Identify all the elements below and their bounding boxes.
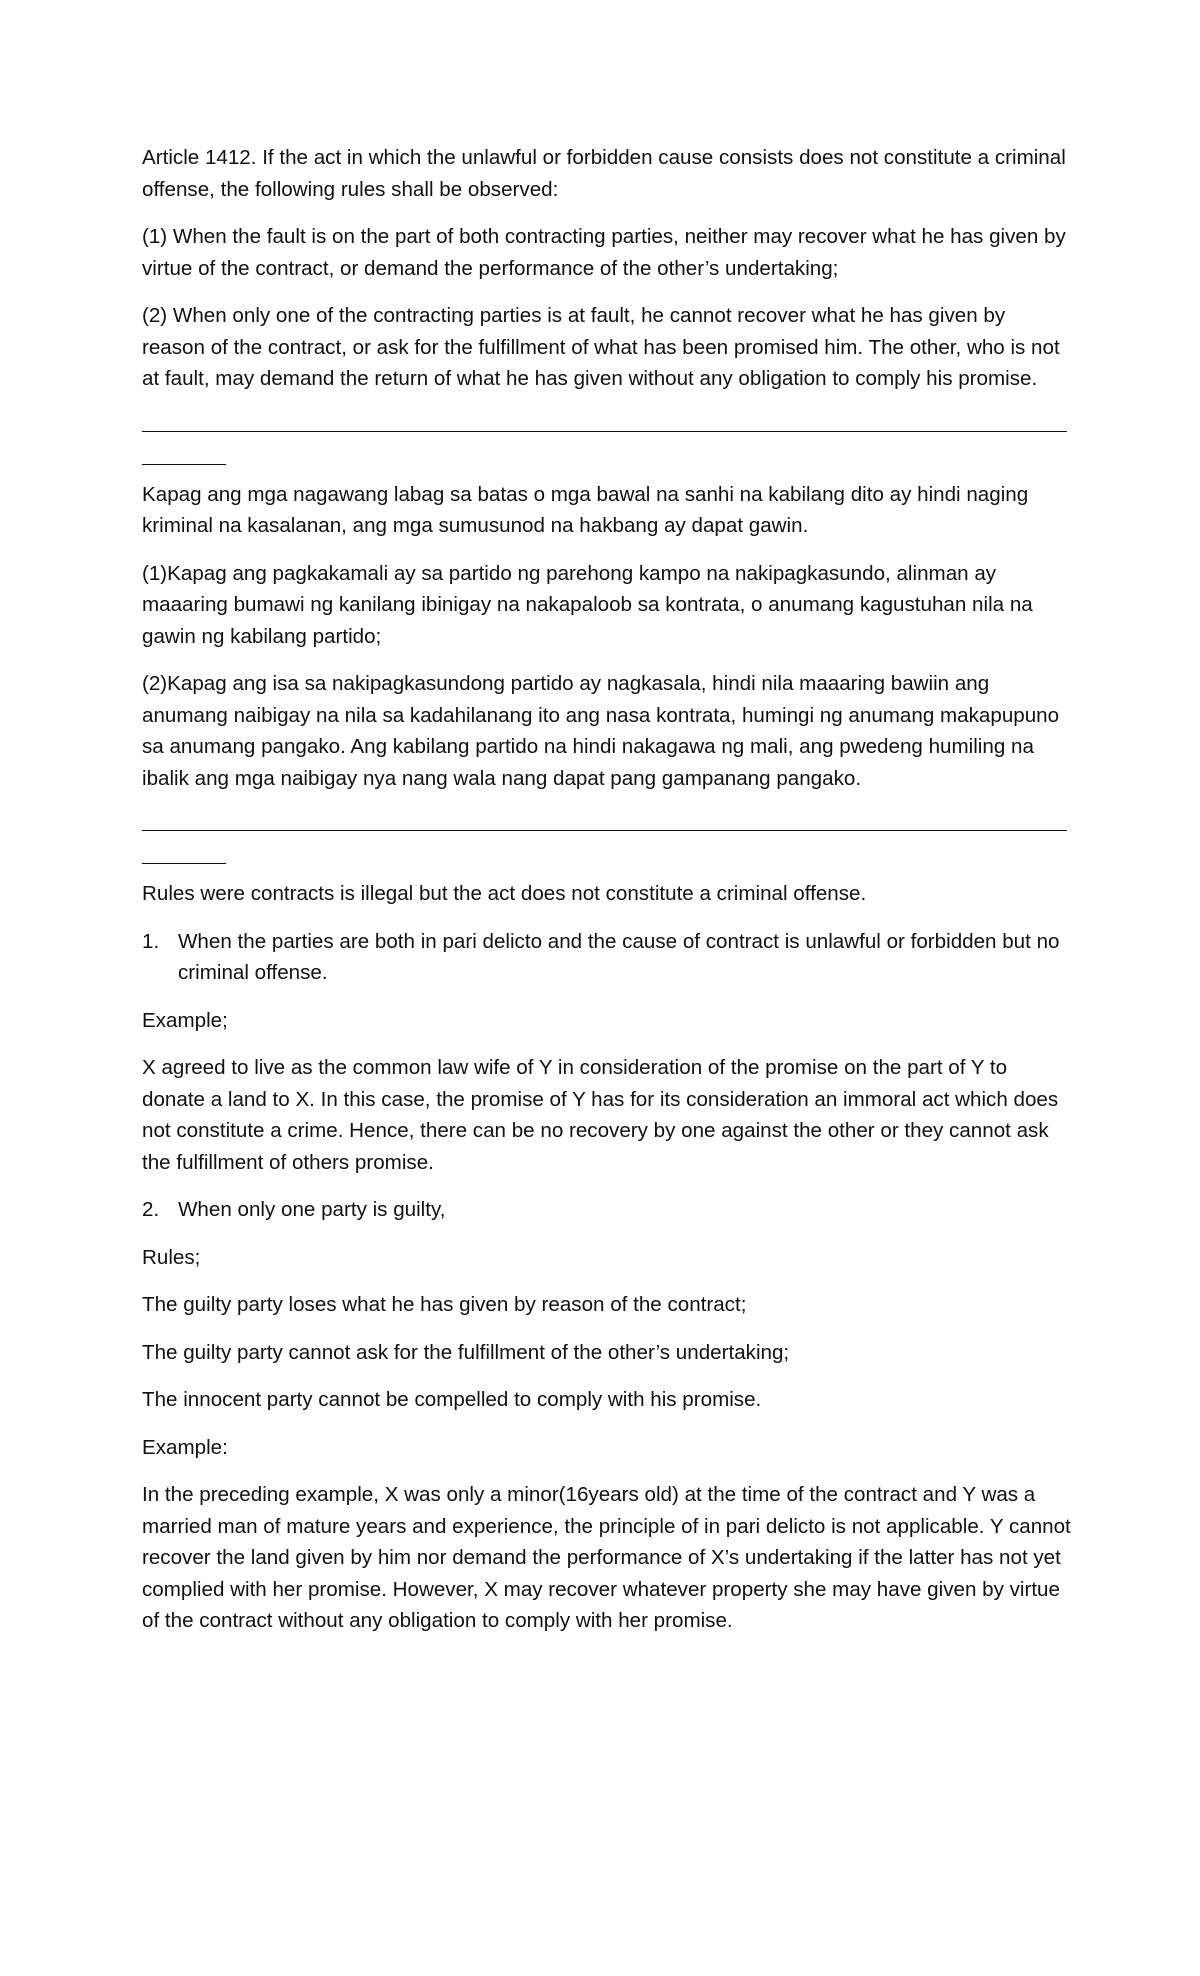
separator-line	[142, 411, 1072, 465]
document-page	[142, 142, 1072, 1653]
example-paragraph: In the preceding example, X was only a minor(16years old) at the time of the contract and Y was a married man of mature years and experience, the principle of in pari delicto is not applicable. Y cannot recover the land given by him nor demand the performance of X’s undertaking if the latter has not yet complied with her promise. However, X may recover whatever property she may have given by virtue of the contract without any obligation to comply with her promise.	[142, 1483, 1071, 1632]
example-paragraph: X agreed to live as the common law wife of Y in consideration of the promise on the part of Y to donate a land to X. In this case, the promise of Y has for its consideration an immoral act which does not constitute a crime. Hence, there can be no recovery by one against the other or they cannot ask the fulfillment of others promise.	[142, 1056, 1059, 1174]
numbered-item-2	[142, 1194, 1072, 1226]
separator-line	[142, 810, 1072, 864]
item-text: When only one party is guilty,	[178, 1198, 446, 1221]
item-number: 2.	[142, 1198, 160, 1221]
item-text: When the parties are both in pari delicto and the cause of contract is unlawful or forbidden but no criminal offense.	[178, 929, 1060, 984]
english-rule-1: (1) When the fault is on the part of both contracting parties, neither may recover what he has given by virtue of the contract, or demand the performance of the other’s undertaking;	[142, 225, 1066, 280]
rule-line: The guilty party cannot ask for the fulfillment of the other’s undertaking;	[142, 1340, 790, 1364]
filipino-rule-1: (1)Kapag ang pagkakamali ay sa partido ng parehong kampo na nakipagkasundo, alinman ay maaaring bumawi ng kanilang ibinigay na nakapaloob sa kontrata, o anumang kagustuhan nila na gawin ng kabilang partido;	[142, 561, 1033, 648]
item-number: 1.	[142, 929, 160, 953]
english-intro: Article 1412. If the act in which the unlawful or forbidden cause consists does not constitute a criminal offense, the following rules shall be observed:	[142, 146, 1066, 201]
example-label: Example;	[142, 1008, 228, 1032]
rule-line: The guilty party loses what he has given by reason of the contract;	[142, 1293, 747, 1316]
numbered-item-1	[142, 926, 1072, 989]
rule-line: The innocent party cannot be compelled to comply with his promise.	[142, 1388, 762, 1411]
english-rule-2: (2) When only one of the contracting parties is at fault, he cannot recover what he has given by reason of the contract, or ask for the fulfillment of what has been promised him. The other, who is not at fault, may demand the return of what he has given without any obligation to comply his promise.	[142, 304, 1060, 390]
example-label: Example:	[142, 1435, 228, 1459]
rules-label: Rules;	[142, 1245, 201, 1269]
explanation-heading: Rules were contracts is illegal but the act does not constitute a criminal offense.	[142, 882, 867, 905]
filipino-rule-2: (2)Kapag ang isa sa nakipagkasundong partido ay nagkasala, hindi nila maaaring bawiin ang anumang naibigay na nila sa kadahilanang ito ang nasa kontrata, humingi ng anumang makapupuno sa anumang pangako. Ang kabilang partido na hindi nakagawa ng mali, ang pwedeng humiling na ibalik ang mga naibigay nya nang wala nang dapat pang gampanang pangako.	[142, 672, 1060, 790]
filipino-intro: Kapag ang mga nagawang labag sa batas o mga bawal na sanhi na kabilang dito ay hindi naging kriminal na kasalanan, ang mga sumusunod na hakbang ay dapat gawin.	[142, 482, 1029, 537]
